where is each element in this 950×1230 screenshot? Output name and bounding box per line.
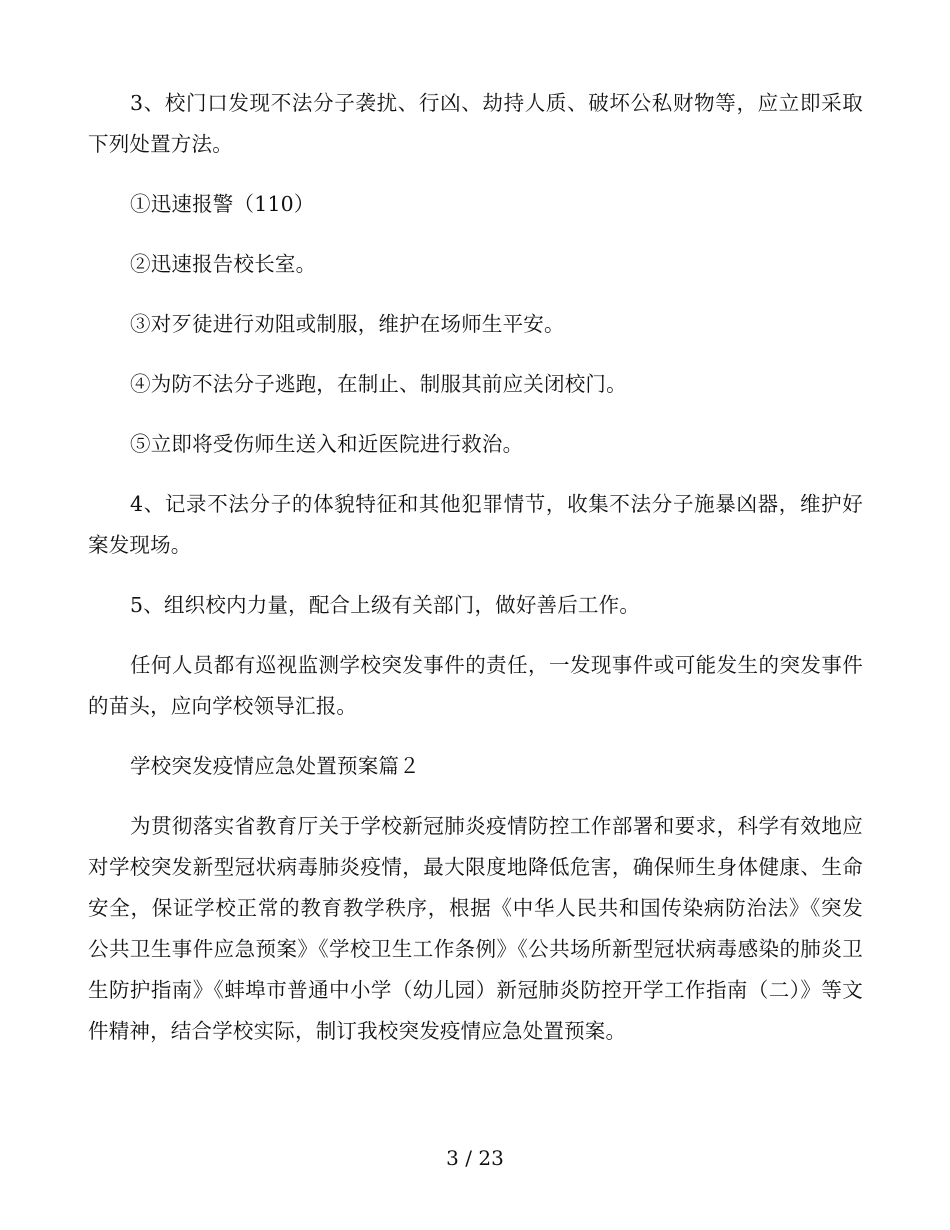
paragraph-step-2: ②迅速报告校长室。 [130, 252, 317, 276]
section-heading: 学校突发疫情应急处置预案篇２ [130, 754, 420, 778]
paragraph-step-3: ③对歹徒进行劝阻或制服，维护在场师生平安。 [130, 312, 565, 336]
paragraph-step-4: ④为防不法分子逃跑，在制止、制服其前应关闭校门。 [130, 372, 627, 396]
paragraph-item-3: 3、校门口发现不法分子袭扰、行凶、劫持人质、破坏公私财物等，应立即采取下列处置方法。 [88, 91, 863, 156]
paragraph-item-4: 4、记录不法分子的体貌特征和其他犯罪情节，收集不法分子施暴凶器，维护好案发现场。 [88, 492, 863, 557]
page-number: 3 / 23 [446, 1146, 504, 1170]
paragraph-step-1: ①迅速报警（110） [130, 192, 315, 216]
paragraph-intro: 为贯彻落实省教育厅关于学校新冠肺炎疫情防控工作部署和要求，科学有效地应对学校突发新型冠状病毒肺炎疫情，最大限度地降低危害，确保师生身体健康、生命安全，保证学校正常的教育教学秩序，根据《中华人民共和国传染病防治法》《突发公共卫生事件应急预案》《学校卫生工作条例》《公共场所新型冠状病毒感染的肺炎卫生防护指南》《蚌埠市普通中小学（幼儿园）新冠肺炎防控开学工作指南（二）》等文件精神，结合学校实际，制订我校突发疫情应急处置预案。 [88, 814, 863, 1043]
paragraph-responsibility: 任何人员都有巡视监测学校突发事件的责任，一发现事件或可能发生的突发事件的苗头，应向学校领导汇报。 [88, 653, 863, 718]
paragraph-step-5: ⑤立即将受伤师生送入和近医院进行救治。 [130, 432, 524, 456]
document-body [88, 83, 863, 1052]
paragraph-item-5: 5、组织校内力量，配合上级有关部门，做好善后工作。 [130, 593, 641, 617]
